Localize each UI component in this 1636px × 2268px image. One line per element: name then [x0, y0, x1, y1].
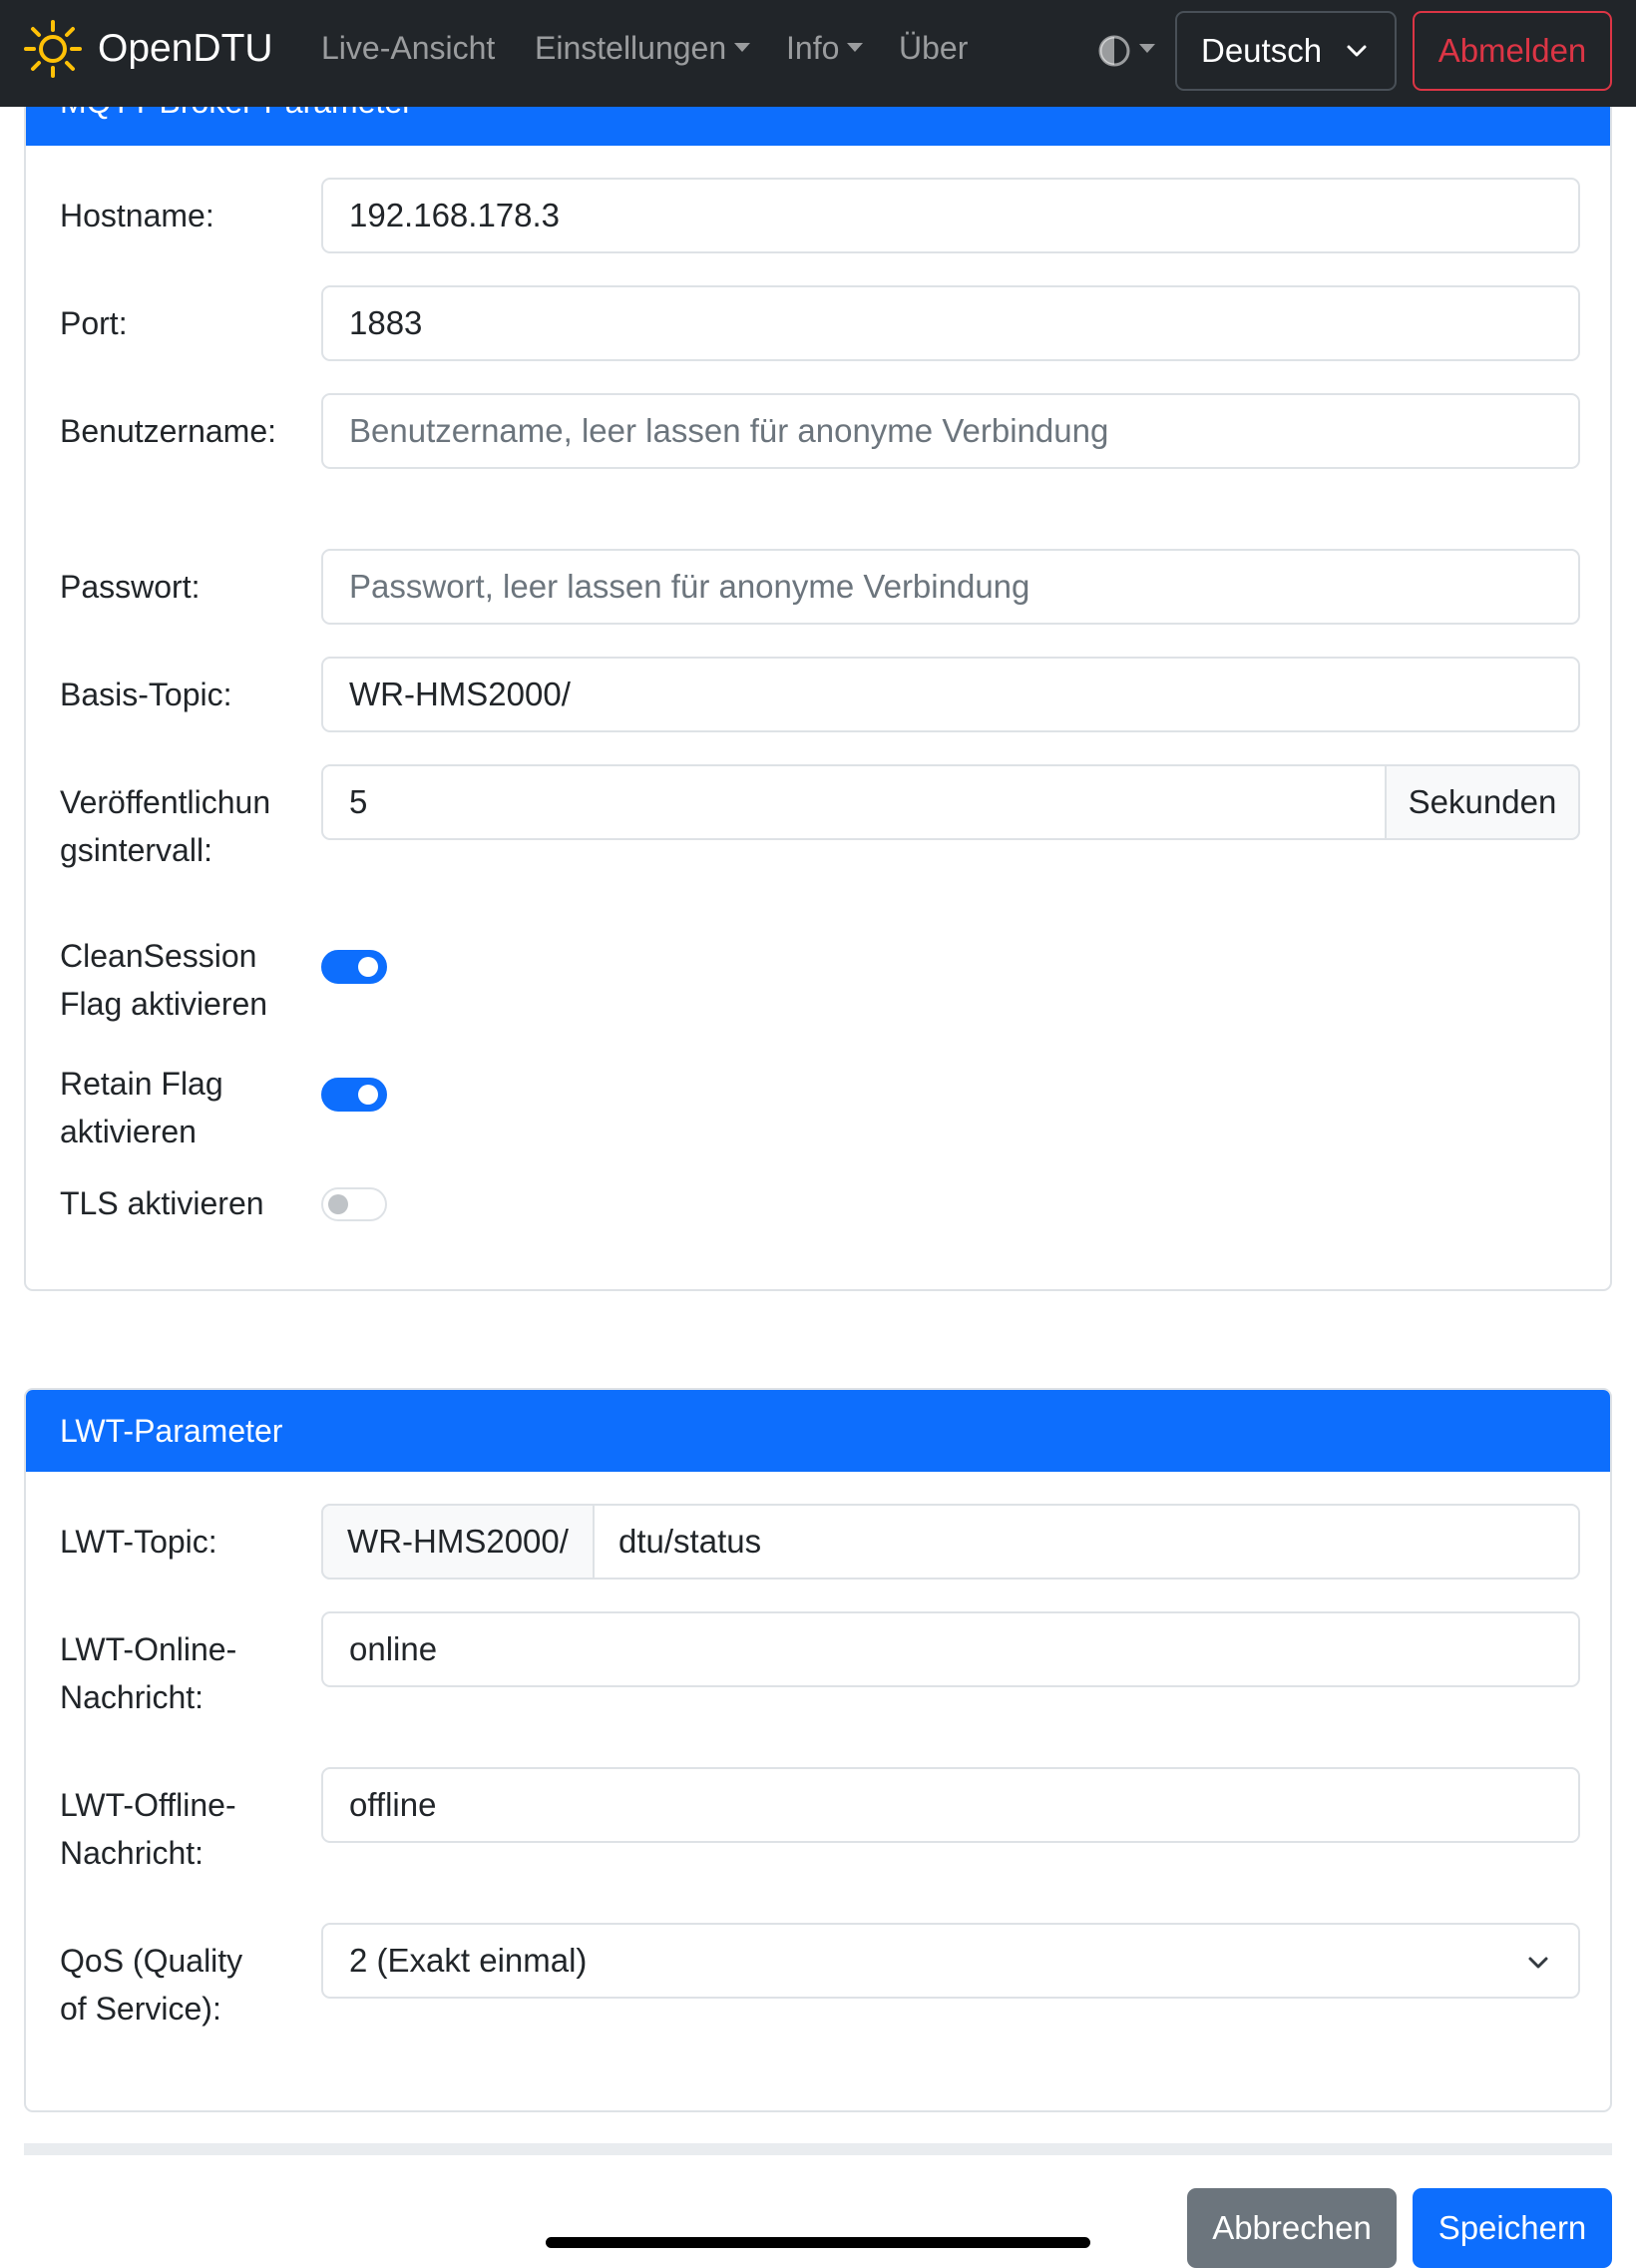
logout-button[interactable]: Abmelden: [1413, 11, 1612, 91]
password-input[interactable]: Passwort, leer lassen für anonyme Verbindung: [321, 549, 1580, 625]
clean-session-label: CleanSession Flag aktivieren: [60, 938, 268, 1022]
chevron-down-icon: [1345, 39, 1369, 63]
interval-unit-addon: Sekunden: [1385, 764, 1580, 840]
theme-toggle[interactable]: [1097, 34, 1155, 68]
form-divider: [24, 2143, 1612, 2155]
password-label: Passwort:: [60, 569, 201, 605]
caret-down-icon: [847, 43, 863, 52]
base-topic-label: Basis-Topic:: [60, 677, 232, 712]
save-button[interactable]: Speichern: [1413, 2188, 1612, 2268]
publish-interval-input[interactable]: 5: [349, 783, 368, 820]
language-select[interactable]: [1175, 11, 1397, 91]
retain-label: Retain Flag aktivieren: [60, 1066, 223, 1149]
caret-down-icon: [734, 43, 750, 52]
base-topic-input[interactable]: WR-HMS2000/: [321, 657, 1580, 732]
mqtt-broker-card: [24, 60, 1612, 1291]
nav-info-label: Info: [786, 30, 840, 66]
nav-settings-dropdown[interactable]: [535, 30, 750, 67]
top-navbar: [0, 0, 1636, 107]
username-input[interactable]: Benutzername, leer lassen für anonyme Verbindung: [321, 393, 1580, 469]
tls-label: TLS aktivieren: [60, 1185, 264, 1221]
toggle-knob: [358, 957, 378, 977]
publish-interval-label: Veröffentlichungsintervall:: [60, 784, 271, 868]
hostname-label: Hostname:: [60, 198, 214, 233]
lwt-topic-prefix: WR-HMS2000/: [321, 1504, 595, 1580]
nav-about[interactable]: Über: [899, 30, 969, 66]
qos-select[interactable]: [321, 1923, 1580, 1999]
port-label: Port:: [60, 305, 128, 341]
lwt-online-label: LWT-Online-Nachricht:: [60, 1631, 237, 1715]
lwt-topic-label: LWT-Topic:: [60, 1524, 217, 1560]
brand[interactable]: [22, 18, 273, 80]
lwt-offline-input[interactable]: offline: [321, 1767, 1580, 1843]
qos-value: 2 (Exakt einmal): [349, 1942, 588, 1979]
clean-session-toggle[interactable]: [321, 950, 387, 984]
caret-down-icon: [1139, 44, 1155, 53]
publish-interval-group: [321, 764, 1580, 840]
toggle-knob: [358, 1085, 378, 1105]
lwt-topic-input[interactable]: dtu/status: [618, 1523, 762, 1560]
sun-icon: [22, 18, 84, 80]
port-input[interactable]: 1883: [321, 285, 1580, 361]
contrast-icon: [1097, 34, 1131, 68]
retain-toggle[interactable]: [321, 1078, 387, 1112]
lwt-offline-label: LWT-Offline-Nachricht:: [60, 1787, 236, 1871]
username-label: Benutzername:: [60, 413, 277, 449]
lwt-topic-group: [321, 1504, 1580, 1580]
language-value: Deutsch: [1201, 32, 1323, 69]
brand-name: OpenDTU: [98, 27, 273, 70]
cancel-button[interactable]: Abbrechen: [1187, 2188, 1397, 2268]
lwt-online-input[interactable]: online: [321, 1611, 1580, 1687]
lwt-card: [24, 1388, 1612, 2112]
toggle-knob: [328, 1194, 348, 1214]
home-indicator: [546, 2237, 1090, 2248]
chevron-down-icon: [1526, 1951, 1550, 1975]
nav-info-dropdown[interactable]: [786, 30, 863, 67]
tls-toggle[interactable]: [321, 1187, 387, 1221]
nav-settings-label: Einstellungen: [535, 30, 727, 66]
nav-live-view[interactable]: Live-Ansicht: [321, 30, 496, 66]
hostname-input[interactable]: 192.168.178.3: [321, 178, 1580, 253]
card-header: LWT-Parameter: [26, 1390, 1610, 1472]
qos-label: QoS (Quality of Service):: [60, 1943, 243, 2027]
